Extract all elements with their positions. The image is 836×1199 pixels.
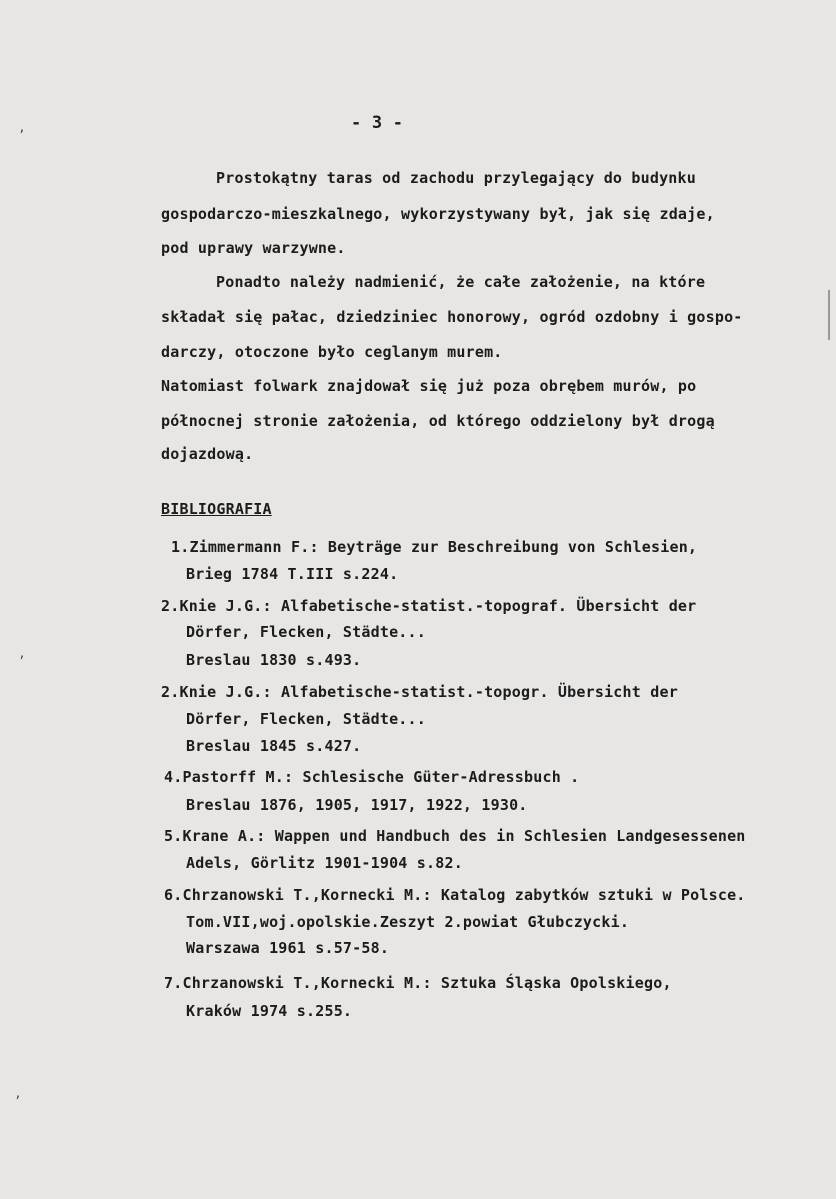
body-line: Natomiast folwark znajdował się już poza obrębem murów, po	[161, 377, 697, 395]
bibliography-entry-line: 5.Krane A.: Wappen und Handbuch des in Schlesien Landgesessenen	[164, 827, 746, 845]
bibliography-entry-line: Adels, Görlitz 1901-1904 s.82.	[186, 854, 463, 872]
bibliography-entry-line: Warszawa 1961 s.57-58.	[186, 939, 390, 957]
bibliography-entry-line: Breslau 1830 s.493.	[186, 651, 362, 669]
bibliography-entry-line: Tom.VII,woj.opolskie.Zeszyt 2.powiat Głubczycki.	[186, 913, 630, 931]
bibliography-entry-line: Dörfer, Flecken, Städte...	[186, 710, 426, 728]
body-line: północnej stronie założenia, od którego oddzielony był drogą	[161, 412, 715, 430]
bibliography-entry-line: 4.Pastorff M.: Schlesische Güter-Adressbuch .	[164, 768, 580, 786]
body-line: darczy, otoczone było ceglanym murem.	[161, 343, 503, 361]
body-line: dojazdową.	[161, 445, 254, 463]
bibliography-heading: BIBLIOGRAFIA	[161, 500, 272, 518]
edge-line	[828, 290, 830, 340]
bibliography-entry-line: Breslau 1845 s.427.	[186, 737, 362, 755]
bibliography-entry-line: 2.Knie J.G.: Alfabetische-statist.-topograf. Übersicht der	[161, 597, 697, 615]
body-line: pod uprawy warzywne.	[161, 239, 346, 257]
bibliography-entry-line: Kraków 1974 s.255.	[186, 1002, 353, 1020]
bibliography-entry-line: Brieg 1784 T.III s.224.	[186, 565, 399, 583]
bibliography-entry-line: 2.Knie J.G.: Alfabetische-statist.-topogr. Übersicht der	[161, 683, 678, 701]
bibliography-entry-line: Dörfer, Flecken, Städte...	[186, 623, 426, 641]
body-line: Ponadto należy nadmienić, że całe założenie, na które	[216, 273, 706, 291]
margin-mark: ’	[18, 654, 26, 668]
bibliography-entry-line: 6.Chrzanowski T.,Kornecki M.: Katalog zabytków sztuki w Polsce.	[164, 886, 746, 904]
body-line: gospodarczo-mieszkalnego, wykorzystywany był, jak się zdaje,	[161, 205, 715, 223]
page-number: - 3 -	[351, 113, 404, 133]
margin-mark: ’	[14, 1094, 22, 1108]
margin-mark: ’	[18, 128, 26, 142]
bibliography-entry-line: Breslau 1876, 1905, 1917, 1922, 1930.	[186, 796, 528, 814]
bibliography-entry-line: 1.Zimmermann F.: Beyträge zur Beschreibung von Schlesien,	[171, 538, 698, 556]
bibliography-entry-line: 7.Chrzanowski T.,Kornecki M.: Sztuka Śląska Opolskiego,	[164, 974, 672, 992]
body-line: składał się pałac, dziedziniec honorowy, ogród ozdobny i gospo-	[161, 308, 743, 326]
body-line: Prostokątny taras od zachodu przylegający do budynku	[216, 169, 696, 187]
